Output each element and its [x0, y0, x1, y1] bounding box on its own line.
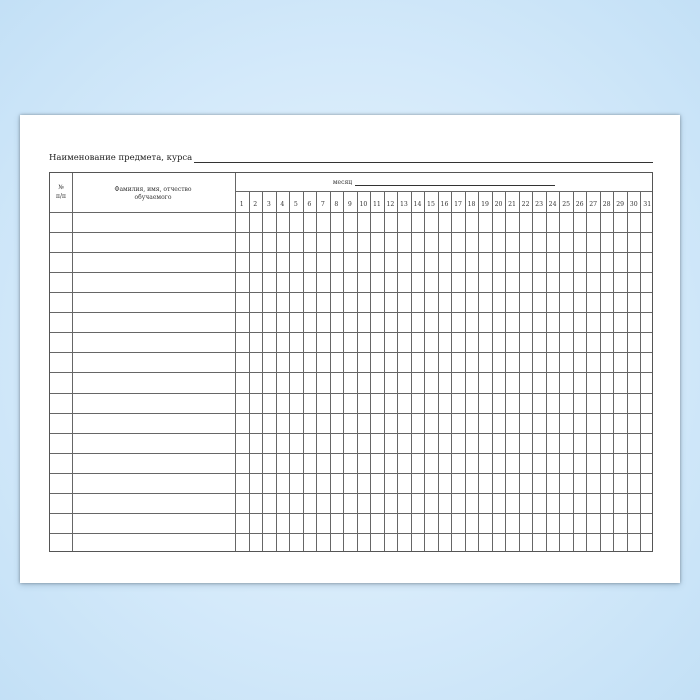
day-number-label: 22	[521, 201, 530, 208]
table-row-divider	[50, 533, 653, 534]
table-row-divider	[50, 433, 653, 434]
subject-label: Наименование предмета, курса	[49, 153, 193, 163]
day-number-label: 3	[266, 201, 271, 208]
subject-fill-line[interactable]	[194, 153, 653, 163]
day-number-label: 30	[629, 201, 638, 208]
table-row-divider	[50, 312, 653, 313]
table-row-divider	[50, 272, 653, 273]
day-number-label: 20	[494, 201, 503, 208]
table-row-divider	[50, 332, 653, 333]
subject-heading	[49, 149, 653, 163]
day-number-label: 5	[293, 201, 298, 208]
column-divider	[72, 173, 73, 552]
day-number-label: 2	[253, 201, 258, 208]
day-number-label: 4	[280, 201, 285, 208]
journal-sheet	[20, 115, 680, 583]
month-label: месяц	[332, 179, 353, 186]
day-number-label: 19	[481, 201, 489, 208]
day-number-label: 29	[616, 201, 625, 208]
day-number-label: 12	[386, 201, 395, 208]
table-row-divider	[50, 513, 653, 514]
month-row-divider	[235, 191, 653, 192]
day-number-label: 28	[602, 201, 611, 208]
table-row-divider	[50, 292, 653, 293]
day-number-label: 9	[347, 201, 352, 208]
month-header	[235, 176, 653, 186]
table-row-divider	[50, 453, 653, 454]
day-number-label: 31	[643, 201, 652, 208]
day-number-label: 1	[239, 201, 244, 208]
attendance-table	[49, 172, 653, 552]
table-row-divider	[50, 393, 653, 394]
table-row-divider	[50, 372, 653, 373]
number-column-header: № п/п	[55, 184, 67, 200]
day-number-label: 13	[400, 201, 408, 208]
header-bottom-divider	[50, 212, 653, 213]
day-number-label: 10	[359, 201, 368, 208]
day-number-label: 23	[535, 201, 544, 208]
day-number-label: 26	[575, 201, 584, 208]
table-row-divider	[50, 493, 653, 494]
table-row-divider	[50, 352, 653, 353]
month-fill-line[interactable]	[355, 179, 555, 186]
day-number-label: 27	[589, 201, 598, 208]
day-number-label: 24	[548, 201, 557, 208]
day-number-label: 18	[467, 201, 476, 208]
day-number-label: 7	[320, 201, 325, 208]
name-column-header: Фамилия, имя, отчество обучаемого	[114, 186, 192, 201]
day-number-label: 11	[372, 201, 381, 208]
day-number-label: 8	[334, 201, 339, 208]
day-number-label: 21	[508, 201, 516, 208]
column-divider	[235, 173, 236, 552]
day-number-label: 17	[454, 201, 462, 208]
day-number-label: 25	[562, 201, 571, 208]
day-number-label: 16	[440, 201, 449, 208]
table-row-divider	[50, 473, 653, 474]
table-row-divider	[50, 413, 653, 414]
table-row-divider	[50, 252, 653, 253]
day-number-label: 15	[427, 201, 435, 208]
day-number-label: 6	[307, 201, 312, 208]
table-row-divider	[50, 232, 653, 233]
day-number-label: 14	[413, 201, 422, 208]
